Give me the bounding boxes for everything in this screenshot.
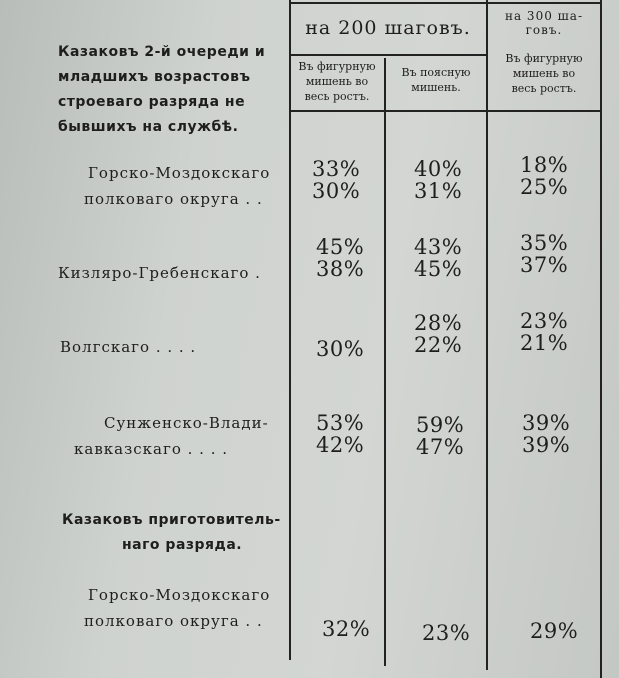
row-label-gorsko-mozdok: Горско-Моздокскаго полковаго округа . . — [84, 164, 271, 208]
cell-kizlar-c3: 35% 37% — [520, 231, 569, 277]
cell-sunzh-c3: 39% 39% — [522, 411, 571, 457]
row-label-gorsko-mozdok-prep: Горско-Моздокскаго полковаго округа . . — [84, 586, 271, 630]
cell-last-c3: 29% — [530, 619, 579, 643]
cell-gorsko-c2: 40% 31% — [414, 157, 463, 203]
row-label-volga: Волгскаго . . . . — [60, 338, 197, 356]
subheader-waist-200: Въ поясную мишень. — [401, 66, 471, 94]
table-rule-mid2 — [486, 0, 488, 670]
cell-kizlar-c1: 45% 38% — [316, 235, 365, 281]
cell-last-c1: 32% — [322, 617, 371, 641]
row-label-kizlar-greben: Кизляро-Гребенскаго . — [58, 264, 261, 282]
cell-kizlar-c2: 43% 45% — [414, 235, 463, 281]
subheader-figure-full-200: Въ фигурную мишень во весь ростъ. — [298, 60, 376, 103]
cell-last-c2: 23% — [422, 621, 471, 645]
header-rule-top — [289, 2, 602, 4]
cell-sunzh-c2: 59% 47% — [416, 413, 465, 459]
header-300-steps: на 300 ша- говъ. — [504, 9, 584, 37]
cell-gorsko-c3: 18% 25% — [520, 153, 569, 199]
table-rule-mid1 — [384, 58, 386, 666]
section-title-preparatory: Казаковъ приготовитель- наго разряда. — [62, 512, 281, 553]
cell-volga-c2: 28% 22% — [414, 311, 463, 357]
cell-volga-c3: 23% 21% — [520, 309, 569, 355]
cell-sunzh-c1: 53% 42% — [316, 411, 365, 457]
subheader-figure-full-300: Въ фигурную мишень во весь ростъ. — [505, 52, 583, 95]
header-rule-mid — [289, 54, 486, 56]
row-label-sunzha-vladikavkaz: Сунженско-Влади- кавказскаго . . . . — [74, 414, 269, 458]
table-rule-right — [600, 0, 602, 678]
header-200-steps: на 200 шаговъ. — [305, 17, 471, 39]
cell-volga-c1: 30% — [316, 337, 365, 361]
cell-gorsko-c1: 33% 30% — [312, 157, 361, 203]
header-rule-bottom — [289, 110, 602, 112]
section-title-second-turn: Казаковъ 2-й очереди и младшихъ возрастовъ строеваго разряда не бывшихъ на службѣ. — [58, 44, 266, 135]
